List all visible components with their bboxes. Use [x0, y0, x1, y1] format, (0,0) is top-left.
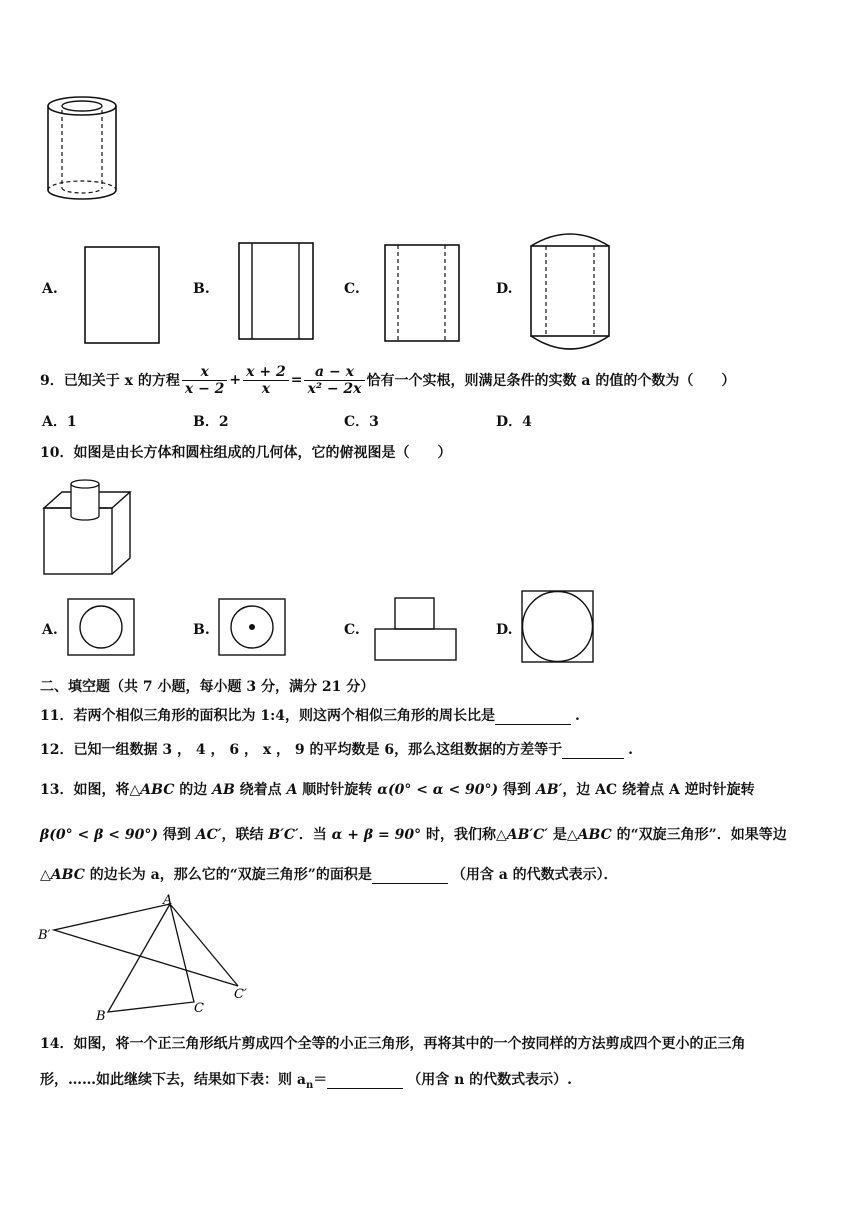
q8-option-a-figure[interactable] — [84, 246, 164, 346]
q13-l3-b: 的边长为 a，那么它的“双旋三角形”的面积是 — [84, 867, 372, 883]
q10-solid-figure — [42, 478, 134, 578]
q13-l2-abc2: AB′C′ — [506, 827, 548, 843]
q13-l1-c: 绕着点 — [234, 782, 287, 798]
q9-option-c-letter: C． — [344, 414, 370, 430]
q12-end: . — [628, 742, 634, 758]
q9-option-a-value: 1 — [66, 414, 77, 430]
q13-label-A: A — [163, 893, 173, 908]
q13-l2-e: 是△ — [547, 827, 578, 843]
q9-frac1-num: x — [182, 364, 228, 381]
q10-option-c-figure[interactable] — [374, 597, 460, 663]
q10-question: 10．如图是由长方体和圆柱组成的几何体，它的俯视图是（ ） — [40, 445, 452, 461]
q13-l2-d: 时，我们称△ — [421, 827, 507, 843]
q14-l2-sub: n — [305, 1079, 314, 1091]
q9-option-b-letter: B． — [193, 414, 219, 430]
q9-equals: = — [290, 372, 303, 388]
q8-option-b-figure[interactable] — [238, 242, 318, 342]
q12-answer-blank[interactable] — [562, 742, 624, 759]
q13-line-2 — [40, 824, 787, 844]
q13-l3-a: △ — [40, 867, 51, 883]
q9-option-c-value: 3 — [369, 414, 379, 430]
q8-option-d-figure[interactable] — [528, 230, 612, 355]
q13-l1-alpha: α(0° < α < 90°) — [377, 782, 499, 798]
q9-frac3-den: x² − 2x — [307, 380, 362, 397]
q12-text: 12．已知一组数据 3 ， 4 ， 6 ， x ， 9 的平均数是 6，那么这组数据的方差等于 — [40, 742, 563, 758]
q9-option-d-value: 4 — [522, 414, 532, 430]
q9-option-b[interactable] — [193, 411, 229, 431]
q13-l2-b: ，联结 — [221, 827, 269, 843]
q13-l1-d: 顺时针旋转 — [297, 782, 378, 798]
q9-suffix: 恰有一个实根，则满足条件的实数 a 的值的个数为（ ） — [366, 373, 736, 389]
q13-l2-f: 的“双旋三角形”．如果等边 — [611, 827, 787, 843]
q10-option-a-figure[interactable] — [67, 598, 137, 658]
q14-l2-c: （用含 n 的代数式表示）. — [407, 1072, 573, 1088]
q13-l1-a: 13．如图，将△ — [40, 782, 141, 798]
q9-fraction-2 — [243, 364, 289, 397]
q9-frac1-den: x − 2 — [184, 380, 225, 397]
q8-option-c-figure[interactable] — [384, 244, 464, 344]
q13-l2-bc: B′C′ — [268, 827, 299, 843]
q9-option-d-letter: D． — [496, 414, 523, 430]
q11-end: . — [575, 708, 580, 724]
q10-option-c-label[interactable]: C. — [344, 622, 360, 638]
section-2-title: 二、填空题（共 7 小题，每小题 3 分，满分 21 分） — [40, 679, 375, 695]
q13-l3-abc: ABC — [50, 867, 85, 883]
q13-l2-a: 得到 — [158, 827, 196, 843]
q9-fraction-3 — [304, 364, 364, 397]
q14-line-2 — [40, 1069, 572, 1091]
q13-l2-abc3: ABC — [577, 827, 612, 843]
q13-label-C: C — [194, 1001, 204, 1016]
q9-prefix: 9．已知关于 x 的方程 — [40, 373, 180, 389]
q13-l2-beta: β(0° < β < 90°) — [40, 827, 159, 843]
q13-l1-abc: ABC — [140, 782, 175, 798]
hollow-cylinder-figure — [40, 92, 130, 207]
q13-line-3 — [40, 864, 618, 884]
q13-l1-ab: AB — [212, 782, 235, 798]
q13-l1-f: ，边 AC 绕着点 A 逆时针旋转 — [562, 782, 755, 798]
q11-text: 11．若两个相似三角形的面积比为 1:4，则这两个相似三角形的周长比是 — [40, 708, 496, 724]
q14-l2-b: ＝ — [313, 1072, 328, 1088]
q13-label-B-prime: B′ — [38, 928, 51, 943]
q9-option-c[interactable] — [344, 411, 379, 431]
q13-label-C-prime: C′ — [234, 987, 247, 1002]
q10-option-a-label[interactable]: A. — [42, 622, 58, 638]
q13-l1-e: 得到 — [498, 782, 536, 798]
q9-option-b-value: 2 — [218, 414, 229, 430]
q13-l1-b: 的边 — [174, 782, 213, 798]
q9-frac2-den: x — [261, 380, 271, 397]
q13-label-B: B — [96, 1009, 106, 1024]
q9-option-d[interactable] — [496, 411, 532, 431]
q13-l2-c: ．当 — [298, 827, 332, 843]
q9-option-a[interactable] — [42, 411, 77, 431]
q12-question — [40, 739, 633, 759]
q9-question — [40, 358, 735, 402]
q9-frac3-num: a − x — [304, 364, 364, 381]
q9-plus: + — [229, 372, 242, 388]
q8-option-b-label[interactable]: B. — [193, 281, 210, 297]
q14-l2-a: 形，……如此继续下去，结果如下表：则 a — [40, 1072, 306, 1088]
q9-option-a-letter: A． — [42, 414, 67, 430]
q10-option-d-figure[interactable] — [521, 590, 595, 664]
q13-l2-ac: AC′ — [195, 827, 222, 843]
q13-triangle-figure — [38, 892, 258, 1024]
q8-option-a-label[interactable]: A. — [42, 281, 58, 297]
q10-option-b-label[interactable]: B. — [193, 622, 210, 638]
q8-option-c-label[interactable]: C. — [344, 281, 360, 297]
q9-frac2-num: x + 2 — [243, 364, 289, 381]
q11-question — [40, 705, 580, 725]
q13-line-1 — [40, 779, 755, 799]
q13-l1-ab2: AB′ — [535, 782, 563, 798]
q14-answer-blank[interactable] — [327, 1072, 403, 1089]
q13-l1-A: A — [286, 782, 298, 798]
q9-fraction-1 — [182, 364, 228, 397]
q11-answer-blank[interactable] — [495, 708, 571, 725]
q10-option-b-figure[interactable] — [218, 598, 288, 658]
q8-option-d-label[interactable]: D. — [496, 281, 513, 297]
q13-l2-sum: α + β = 90° — [331, 827, 422, 843]
q13-l3-c: （用含 a 的代数式表示）． — [451, 867, 618, 883]
q13-answer-blank[interactable] — [372, 867, 448, 884]
q14-line-1: 14．如图，将一个正三角形纸片剪成四个全等的小正三角形，再将其中的一个按同样的方法剪成四个更小的正三角 — [40, 1036, 746, 1052]
q10-option-d-label[interactable]: D. — [496, 622, 513, 638]
